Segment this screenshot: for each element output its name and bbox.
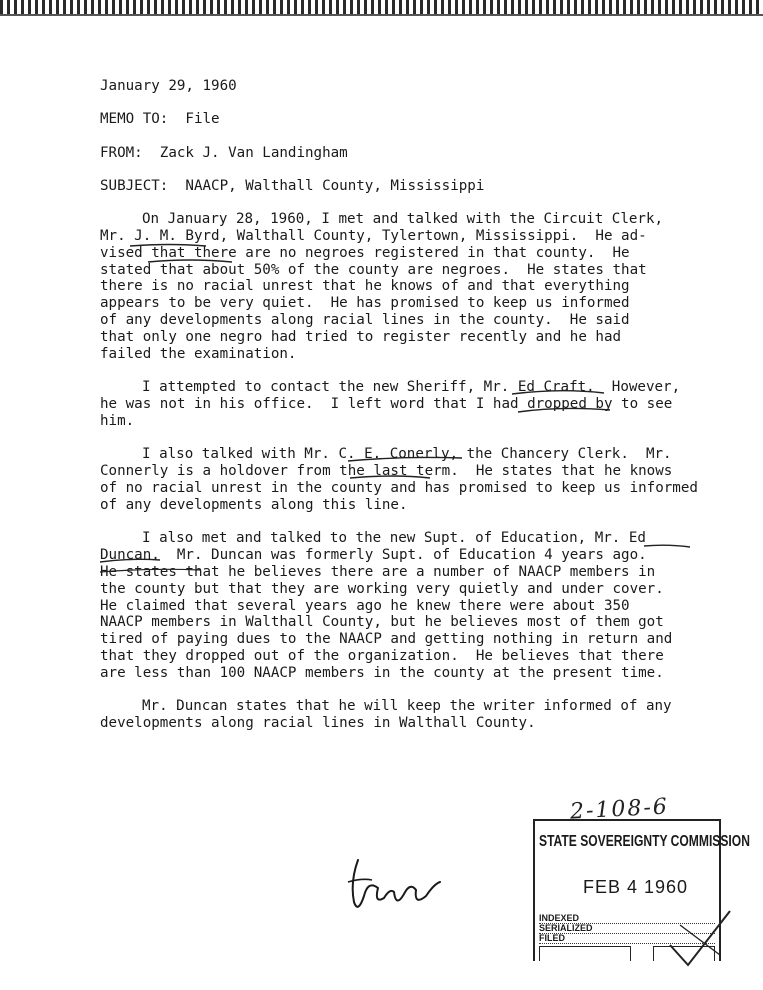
text-line: of any developments along racial lines in the county. He said <box>100 311 630 328</box>
text-line: of any developments along this line. <box>100 496 408 513</box>
file-number-handwritten: 2-108-6 <box>569 794 670 825</box>
text-line: I also met and talked to the new Supt. of Education, Mr. Ed <box>142 530 646 547</box>
text-line: tired of paying dues to the NAACP and getting nothing in return and <box>100 631 673 648</box>
text-line: I attempted to contact the new Sheriff, Mr. Ed Craft. However, <box>142 379 681 396</box>
text-line: He states that he believes there are a number of NAACP members in <box>100 563 656 580</box>
stamp-filed: FILED <box>539 933 715 944</box>
memo-from: FROM: Zack J. Van Landingham <box>100 144 348 161</box>
paragraph-closing <box>100 698 740 732</box>
text-line: that they dropped out of the organization. He believes that there <box>100 647 664 664</box>
text-line: failed the examination. <box>100 345 297 362</box>
text-line: Connerly is a holdover from the last term. He states that he knows <box>100 463 673 480</box>
text-line: I also talked with Mr. C. E. Conerly, the Chancery Clerk. Mr. <box>142 446 672 463</box>
text-line: of no racial unrest in the county and has promised to keep us informed <box>100 479 698 496</box>
memo-document <box>100 78 740 749</box>
text-line: him. <box>100 412 135 429</box>
text-line: he was not in his office. I left word that I had dropped by to see <box>100 395 673 412</box>
text-line: appears to be very quiet. He has promised to keep us informed <box>100 295 630 312</box>
paragraph-supt-education <box>100 530 740 681</box>
text-line: Duncan. Mr. Duncan was formerly Supt. of Education 4 years ago. <box>100 547 647 564</box>
text-line: NAACP members in Walthall County, but he believes most of them got <box>100 614 664 631</box>
text-line: developments along racial lines in Walthall County. <box>100 715 536 732</box>
memo-to: MEMO TO: File <box>100 111 220 128</box>
stamp-box-left <box>539 946 631 961</box>
paragraph-sheriff <box>100 379 740 429</box>
checkmark-icon <box>660 905 740 975</box>
paragraph-chancery-clerk <box>100 446 740 513</box>
paragraph-circuit-clerk <box>100 211 740 362</box>
stamp-title: STATE SOVEREIGNTY COMMISSION <box>539 833 750 850</box>
text-line: He claimed that several years ago he knew there were about 350 <box>100 597 630 614</box>
handwritten-signature <box>344 852 454 922</box>
perforated-edge <box>0 0 763 14</box>
page-top-border <box>0 14 763 16</box>
stamp-indexed: INDEXED <box>539 913 715 924</box>
text-line: the county but that they are working very quietly and under cover. <box>100 580 664 597</box>
text-line: stated that about 50% of the county are negroes. He states that <box>100 261 647 278</box>
text-line: On January 28, 1960, I met and talked with the Circuit Clerk, <box>142 211 664 228</box>
text-line: Mr. J. M. Byrd, Walthall County, Tylertown, Mississippi. He ad- <box>100 227 647 244</box>
text-line: Mr. Duncan states that he will keep the writer informed of any <box>142 698 672 715</box>
stamp-date: FEB 4 1960 <box>583 877 689 897</box>
stamp-serialized: SERIALIZED <box>539 923 715 934</box>
text-line: that only one negro had tried to register recently and he had <box>100 328 622 345</box>
text-line: there is no racial unrest that he knows of and that everything <box>100 278 630 295</box>
memo-date: January 29, 1960 <box>100 78 237 94</box>
memo-subject: SUBJECT: NAACP, Walthall County, Mississippi <box>100 177 485 194</box>
text-line: are less than 100 NAACP members in the county at the present time. <box>100 664 664 681</box>
text-line: vised that there are no negroes registered in that county. He <box>100 244 630 261</box>
